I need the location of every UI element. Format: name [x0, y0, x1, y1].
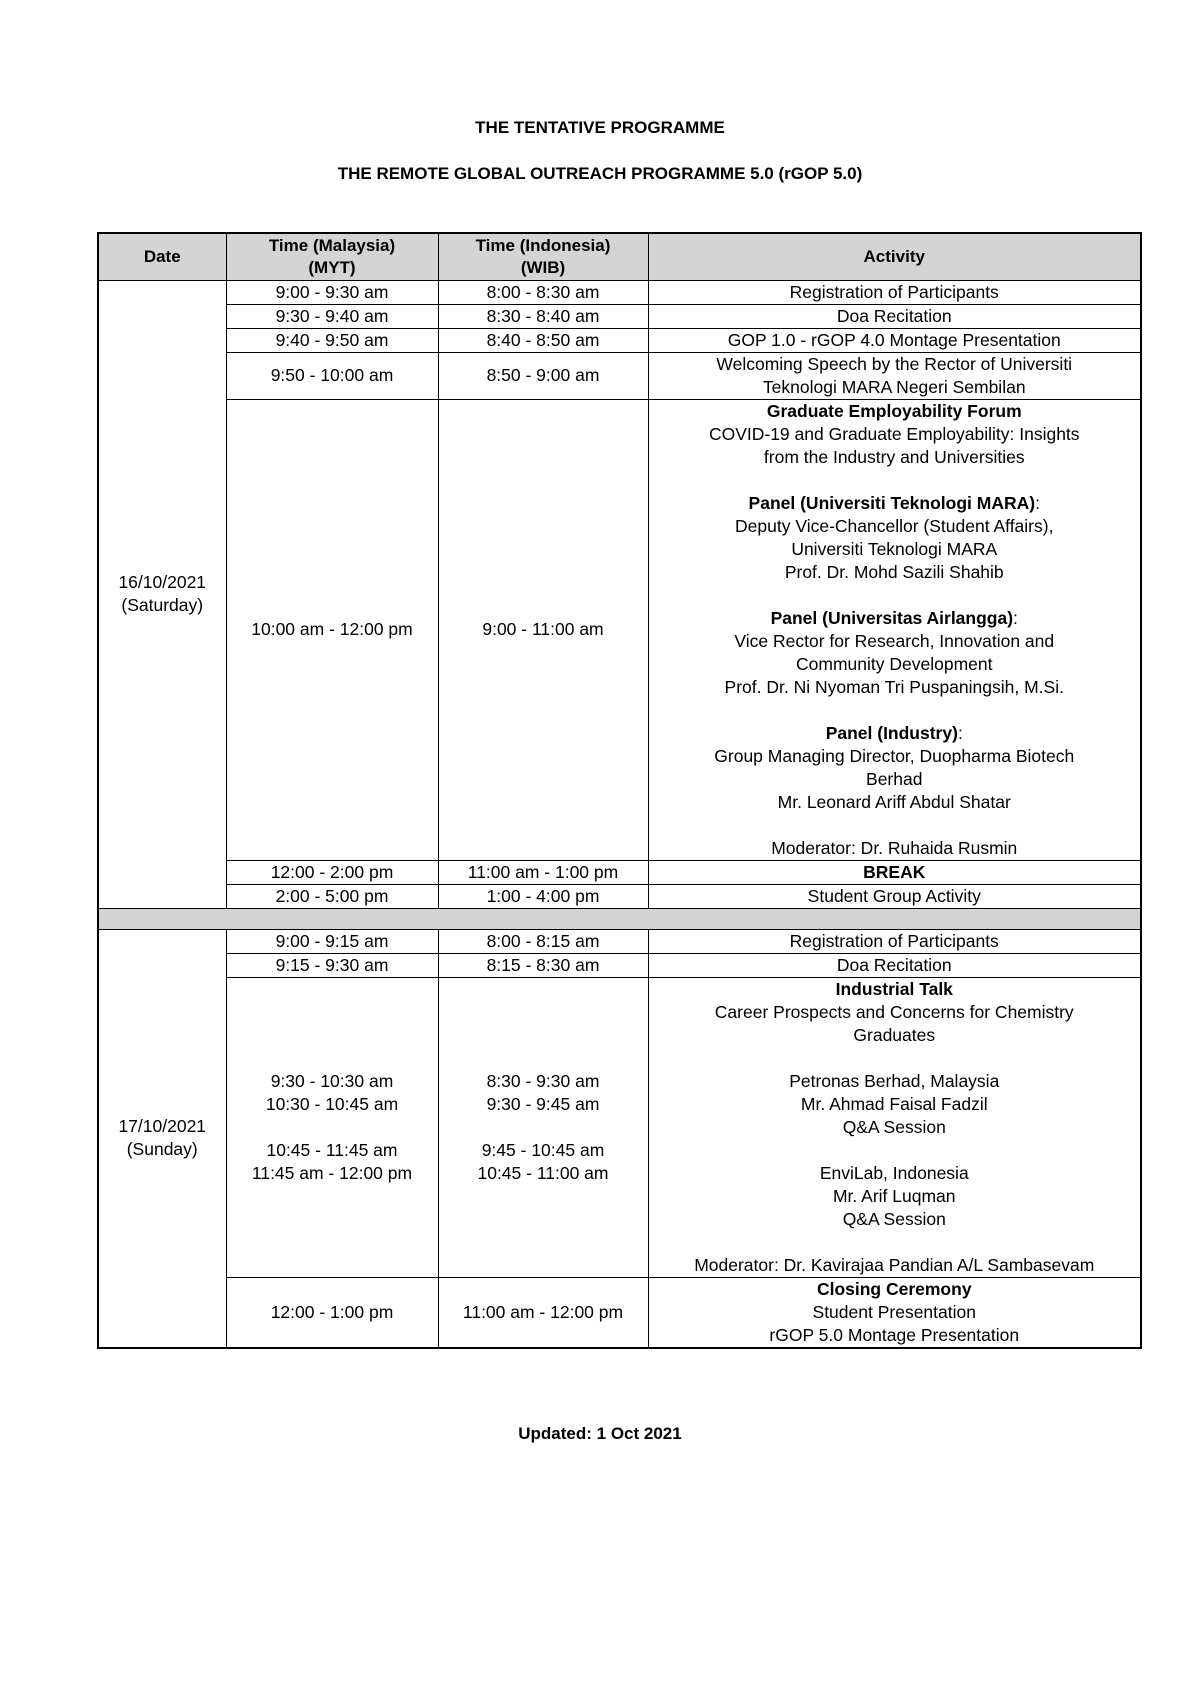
forum-activity: Graduate Employability Forum COVID-19 and Graduate Employability: Insights from the Industry and Universities Panel (Universiti Teknologi MARA): Deputy Vice-Chancellor (Student Affairs), Universiti Teknologi MARA Prof. Dr. Mohd Sazili Shahib Panel (Universitas Airlangga): Vice Rector for Research, Innovation and Community Development Prof. Dr. Ni Nyoman Tri Puspaningsih, M.Si. Panel (Industry): Group Managing Director, Duopharma Biotech Berhad Mr. Leonard Ariff Abdul Shatar Moderator: Dr. Ruhaida Rusmin: [648, 399, 1141, 860]
talk-topic: Graduates: [853, 1024, 936, 1045]
day2-date: 17/10/2021: [118, 1116, 207, 1136]
panel-label: Panel (Industry): [825, 722, 958, 743]
header-time-indonesia: [438, 233, 648, 280]
header-myt-line1: Time (Malaysia): [268, 235, 396, 255]
forum-moderator: Moderator: Dr. Ruhaida Rusmin: [771, 837, 1018, 858]
day1-date-cell: [98, 280, 226, 908]
wib-time: 1:00 - 4:00 pm: [438, 884, 648, 908]
panel-detail: Group Managing Director, Duopharma Biotech: [714, 745, 1075, 766]
table-row: [98, 953, 1141, 977]
wib-time: 8:40 - 8:50 am: [438, 328, 648, 352]
myt-time-block: [226, 977, 438, 1277]
wib-time: 8:30 - 8:40 am: [438, 304, 648, 328]
panel-speaker: Prof. Dr. Ni Nyoman Tri Puspaningsih, M.Si.: [724, 676, 1064, 697]
panel-speaker: Prof. Dr. Mohd Sazili Shahib: [784, 561, 1004, 582]
table-row: [98, 280, 1141, 304]
table-row: [98, 977, 1141, 1277]
table-header-row: [98, 233, 1141, 280]
speaker-name: Mr. Arif Luqman: [832, 1185, 956, 1206]
activity-line: Teknologi MARA Negeri Sembilan: [762, 376, 1026, 397]
day-separator: [98, 908, 1141, 929]
activity: [648, 352, 1141, 399]
wib-time: 11:00 am - 12:00 pm: [438, 1277, 648, 1348]
forum-title: Graduate Employability Forum: [766, 400, 1022, 421]
myt-time: 9:40 - 9:50 am: [226, 328, 438, 352]
closing-item: rGOP 5.0 Montage Presentation: [769, 1324, 1020, 1345]
wib-time: 8:15 - 8:30 am: [438, 953, 648, 977]
speaker-org: Petronas Berhad, Malaysia: [789, 1070, 1000, 1091]
talk-title: Industrial Talk: [835, 978, 953, 999]
table-row: [98, 929, 1141, 953]
activity-line: Welcoming Speech by the Rector of Universiti: [716, 353, 1073, 374]
document-subtitle: THE REMOTE GLOBAL OUTREACH PROGRAMME 5.0 (rGOP 5.0): [337, 164, 863, 183]
table-row: [98, 304, 1141, 328]
closing-activity: [648, 1277, 1141, 1348]
myt-time: 9:00 - 9:30 am: [226, 280, 438, 304]
wib-time: 9:30 - 9:45 am: [486, 1093, 600, 1114]
wib-time: 11:00 am - 1:00 pm: [438, 860, 648, 884]
updated-date: Updated: 1 Oct 2021: [518, 1424, 682, 1443]
wib-time: 10:45 - 11:00 am: [477, 1162, 609, 1183]
wib-time: 8:00 - 8:30 am: [438, 280, 648, 304]
myt-time: 11:45 am - 12:00 pm: [251, 1162, 413, 1183]
day2-date-cell: [98, 929, 226, 1348]
closing-item: Student Presentation: [812, 1301, 976, 1322]
wib-time: 8:30 - 9:30 am: [486, 1070, 600, 1091]
document-title: THE TENTATIVE PROGRAMME: [475, 118, 725, 137]
activity: Registration of Participants: [648, 280, 1141, 304]
myt-time: 9:30 - 9:40 am: [226, 304, 438, 328]
speaker-org: EnviLab, Indonesia: [819, 1162, 969, 1183]
myt-time: 9:15 - 9:30 am: [226, 953, 438, 977]
speaker-name: Mr. Ahmad Faisal Fadzil: [800, 1093, 988, 1114]
activity: Student Group Activity: [648, 884, 1141, 908]
day2-weekday: (Sunday): [126, 1139, 198, 1159]
forum-topic: COVID-19 and Graduate Employability: Insights: [708, 423, 1080, 444]
header-wib-line2: (WIB): [520, 257, 566, 277]
activity: GOP 1.0 - rGOP 4.0 Montage Presentation: [648, 328, 1141, 352]
qa-session: Q&A Session: [842, 1116, 946, 1137]
activity: Registration of Participants: [648, 929, 1141, 953]
programme-table: [97, 232, 1142, 1349]
myt-time: 2:00 - 5:00 pm: [226, 884, 438, 908]
day1-weekday: (Saturday): [121, 595, 204, 615]
talk-topic: Career Prospects and Concerns for Chemistry: [714, 1001, 1074, 1022]
closing-title: Closing Ceremony: [816, 1278, 972, 1299]
qa-session: Q&A Session: [842, 1208, 946, 1229]
panel-detail: Vice Rector for Research, Innovation and: [734, 630, 1055, 651]
day-separator-row: [98, 908, 1141, 929]
header-wib-line1: Time (Indonesia): [475, 235, 611, 255]
panel-speaker: Mr. Leonard Ariff Abdul Shatar: [777, 791, 1011, 812]
table-row: [98, 352, 1141, 399]
wib-time: 8:50 - 9:00 am: [438, 352, 648, 399]
table-row: [98, 860, 1141, 884]
myt-time: 9:50 - 10:00 am: [226, 352, 438, 399]
activity: BREAK: [648, 860, 1141, 884]
header-time-malaysia: [226, 233, 438, 280]
panel-detail: Deputy Vice-Chancellor (Student Affairs),: [735, 515, 1054, 536]
myt-time: 12:00 - 1:00 pm: [226, 1277, 438, 1348]
table-row: [98, 884, 1141, 908]
panel-detail: Community Development: [796, 653, 993, 674]
talk-moderator: Moderator: Dr. Kavirajaa Pandian A/L Sambasevam: [694, 1254, 1095, 1275]
panel-detail: Berhad: [866, 768, 923, 789]
panel-label: Panel (Universiti Teknologi MARA): [748, 492, 1036, 513]
wib-time: 9:00 - 11:00 am: [438, 399, 648, 860]
table-row: [98, 1277, 1141, 1348]
forum-topic: from the Industry and Universities: [763, 446, 1025, 467]
myt-time: 9:30 - 10:30 am: [270, 1070, 394, 1091]
day1-date: 16/10/2021: [118, 572, 207, 592]
header-activity: Activity: [648, 233, 1141, 280]
myt-time: 12:00 - 2:00 pm: [226, 860, 438, 884]
myt-time: 9:00 - 9:15 am: [226, 929, 438, 953]
header-date: Date: [98, 233, 226, 280]
myt-time: 10:45 - 11:45 am: [266, 1139, 398, 1160]
panel-detail: Universiti Teknologi MARA: [791, 538, 998, 559]
activity: Doa Recitation: [648, 953, 1141, 977]
panel-label: Panel (Universitas Airlangga): [770, 607, 1014, 628]
wib-time-block: [438, 977, 648, 1277]
myt-time: 10:30 - 10:45 am: [265, 1093, 399, 1114]
wib-time: 8:00 - 8:15 am: [438, 929, 648, 953]
activity: Doa Recitation: [648, 304, 1141, 328]
table-row: [98, 328, 1141, 352]
table-row: [98, 399, 1141, 860]
myt-time: 10:00 am - 12:00 pm: [226, 399, 438, 860]
talk-activity: [648, 977, 1141, 1277]
header-myt-line2: (MYT): [308, 257, 356, 277]
wib-time: 9:45 - 10:45 am: [481, 1139, 605, 1160]
